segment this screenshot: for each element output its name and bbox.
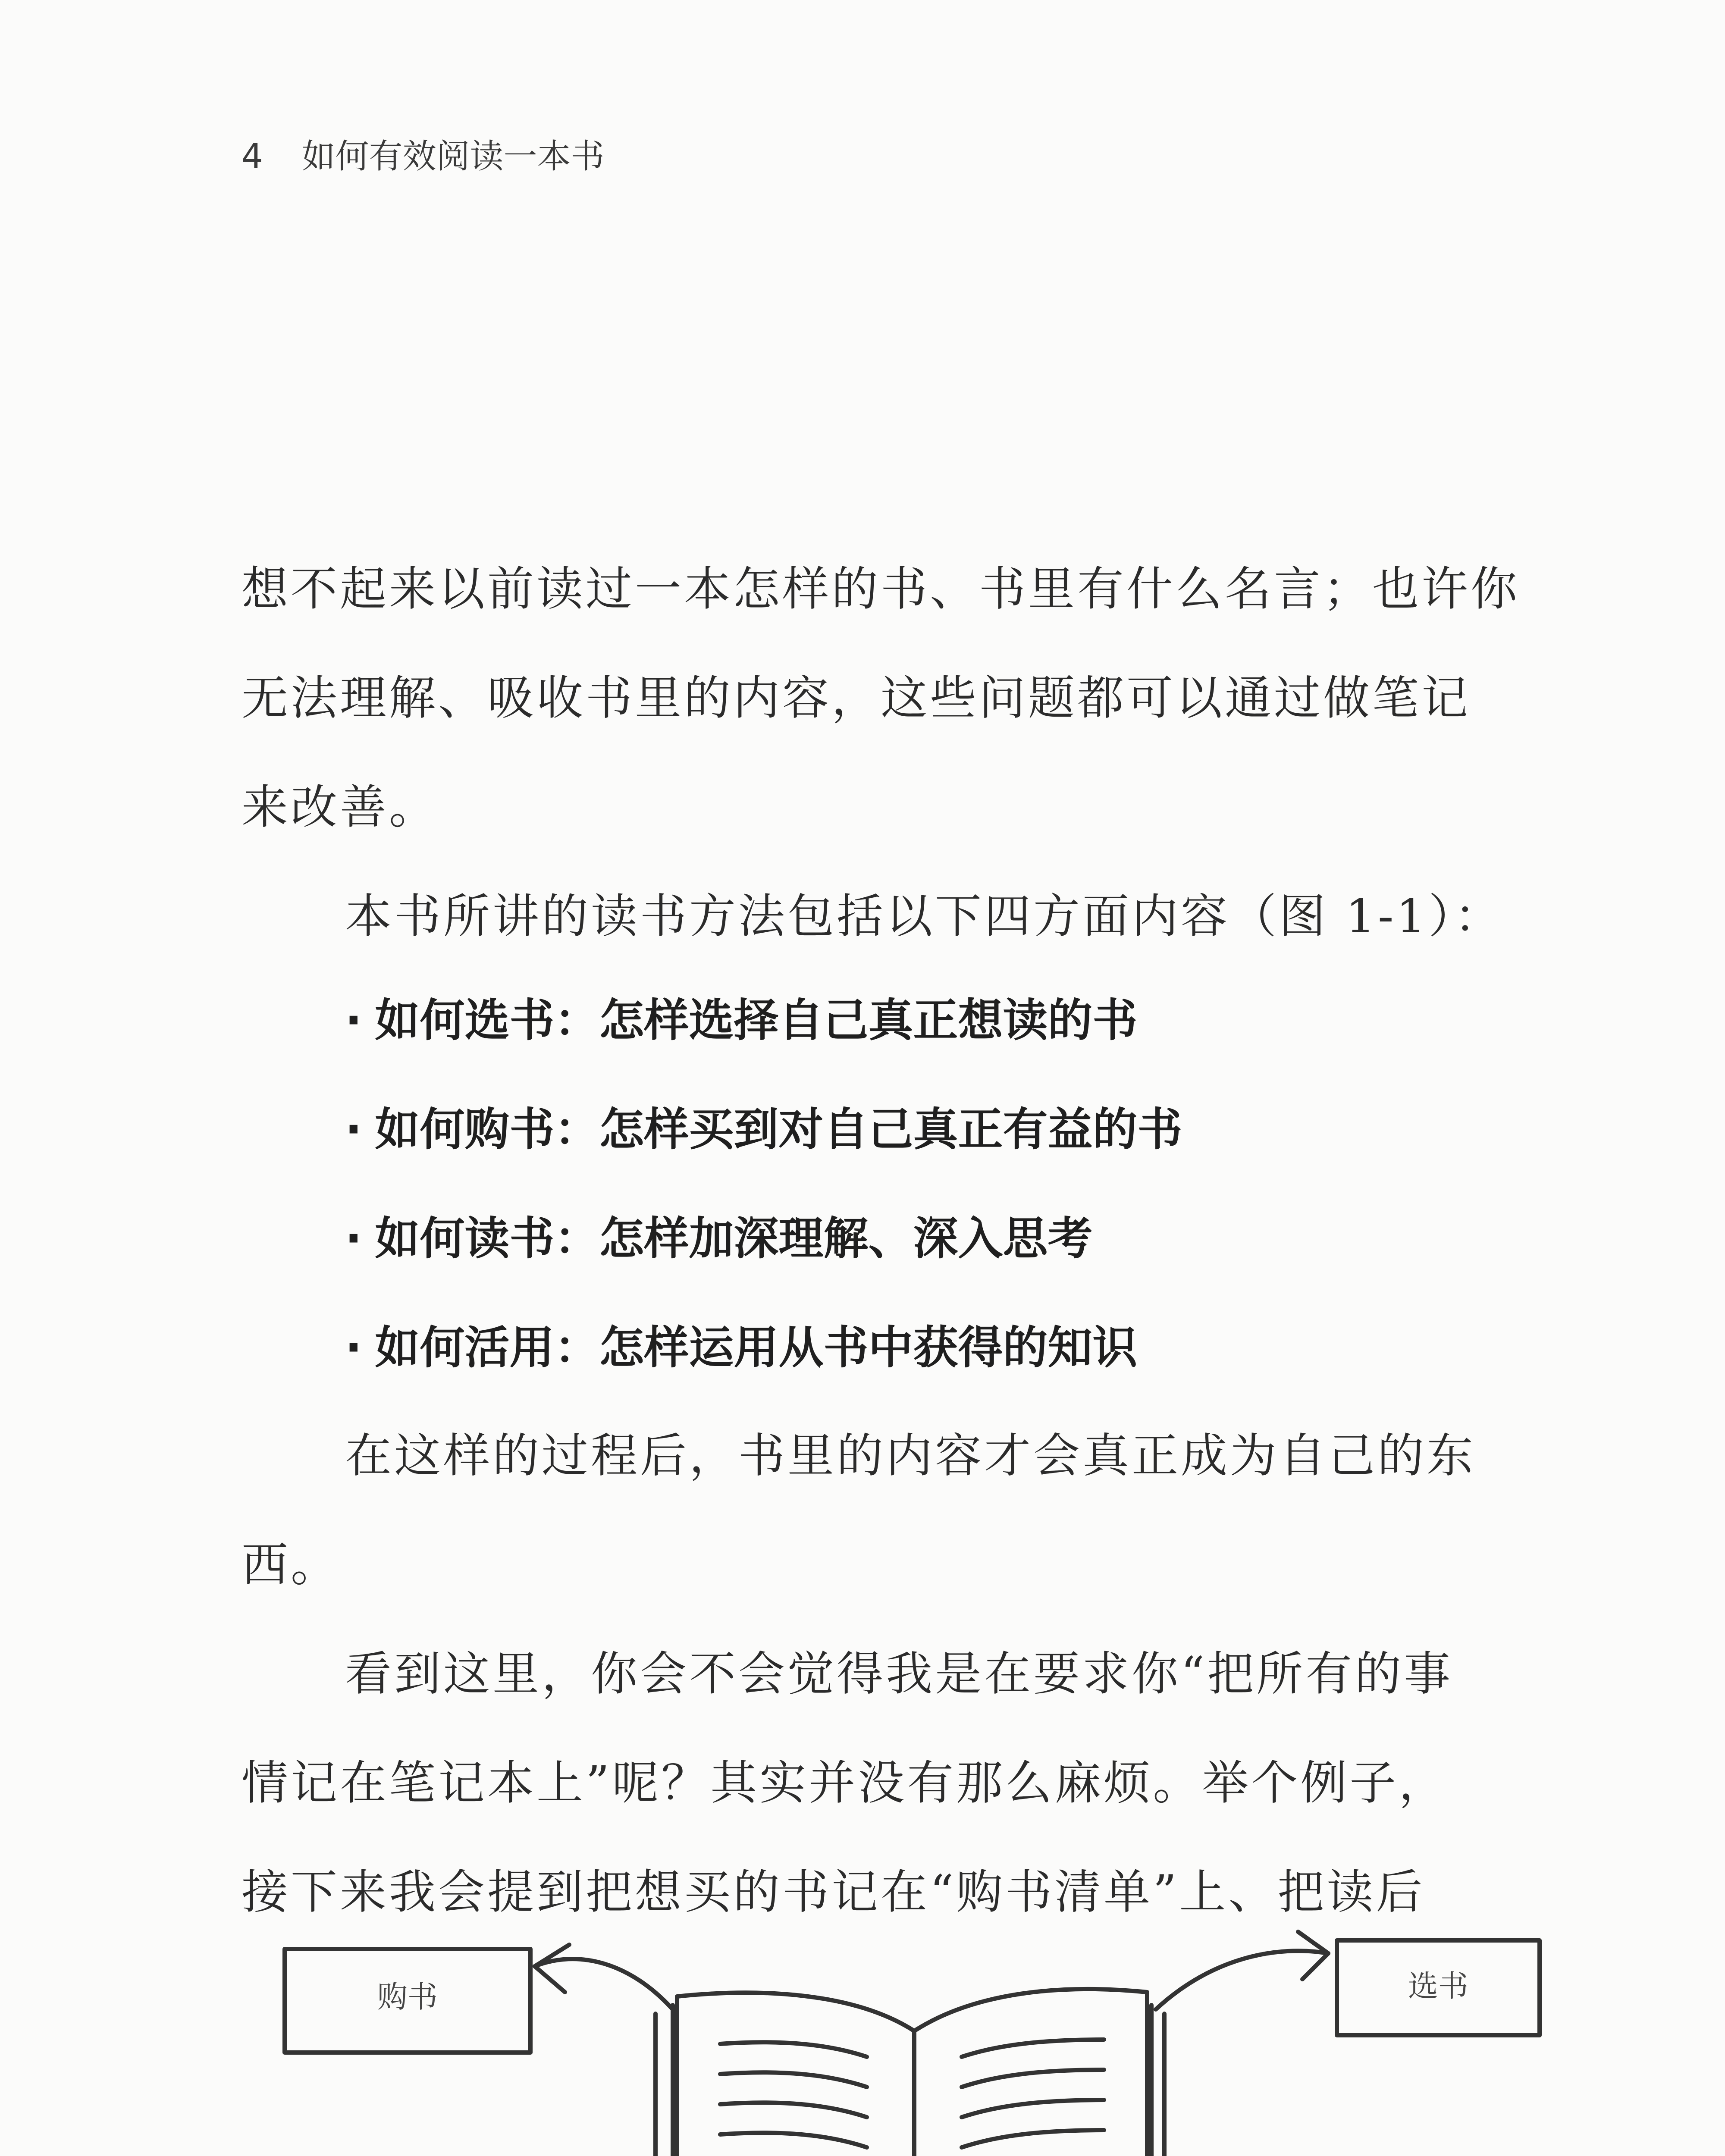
- body-line: 无法理解、吸收书里的内容，这些问题都可以通过做笔记: [242, 671, 1471, 725]
- list-item-text: 如何选书：怎样选择自己真正想读的书: [375, 994, 1138, 1047]
- body-paragraphs: [242, 535, 1561, 971]
- list-item: · 如何购书：怎样买到对自己真正有益的书: [345, 1103, 1182, 1156]
- body-line: 想不起来以前读过一本怎样的书、书里有什么名言；也许你: [242, 562, 1520, 616]
- box-select-label: 选书: [1408, 1968, 1468, 2004]
- body-line: 在这样的过程后，书里的内容才会真正成为自己的东西。: [242, 1429, 1476, 1592]
- open-book-illustration: [656, 1989, 1164, 2156]
- box-buy: [285, 1949, 530, 2053]
- arrow-to-buy: [535, 1945, 673, 2009]
- list-item: · 如何活用：怎样运用从书中获得的知识: [345, 1321, 1138, 1374]
- body-line: 来改善。: [242, 780, 439, 834]
- running-header: [242, 129, 605, 178]
- list-item-text: 如何读书：怎样加深理解、深入思考: [375, 1212, 1093, 1265]
- body-line: 看到这里，你会不会觉得我是在要求你“把所有的事: [345, 1647, 1453, 1701]
- box-buy-label: 购书: [377, 1979, 438, 2015]
- box-select: [1337, 1940, 1540, 2035]
- list-item-text: 如何活用：怎样运用从书中获得的知识: [375, 1321, 1138, 1374]
- page-number: 4: [242, 137, 263, 176]
- arrow-to-select: [1156, 1932, 1328, 2009]
- running-title: 如何有效阅读一本书: [301, 137, 605, 176]
- list-item: · 如何选书：怎样选择自己真正想读的书: [345, 994, 1138, 1047]
- list-item-text: 如何购书：怎样买到对自己真正有益的书: [375, 1103, 1182, 1156]
- body-line: 接下来我会提到把想买的书记在“购书清单”上、把读后: [242, 1865, 1425, 1919]
- intro-line: 本书所讲的读书方法包括以下四方面内容（图 1-1）：: [345, 890, 1504, 943]
- method-list: [345, 966, 1182, 1402]
- book-diagram-svg: [242, 1919, 1561, 2156]
- body-line: 情记在笔记本上”呢？其实并没有那么麻烦。举个例子，: [242, 1756, 1448, 1810]
- list-item: · 如何读书：怎样加深理解、深入思考: [345, 1212, 1093, 1265]
- after-paragraphs: [242, 1401, 1561, 1947]
- figure-diagram: [242, 1919, 1561, 2156]
